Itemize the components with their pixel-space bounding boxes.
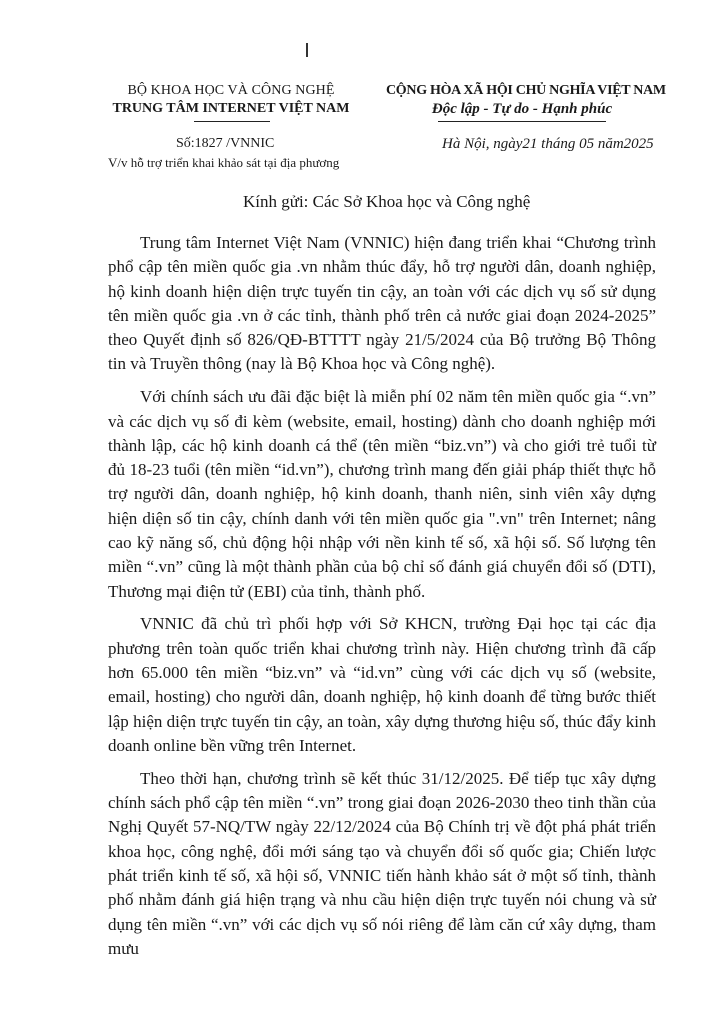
scan-mark — [306, 43, 308, 57]
ministry-name: BỘ KHOA HỌC VÀ CÔNG NGHỆ — [127, 83, 335, 98]
center-name: TRUNG TÂM INTERNET VIỆT NAM — [112, 101, 350, 116]
paragraph: VNNIC đã chủ trì phối hợp với Sở KHCN, trường Đại học tại các địa phương trên toàn quốc triển khai chương trình này. Hiện chương trình đã cấp hơn 65.000 tên miền “biz.vn” và “id.vn” cùng với các dịch vụ số (website, email, hosting) cho người dân, doanh nghiệp, hộ kinh doanh để từng bước thiết lập hiện diện trực tuyến tin cậy, an toàn, xây dựng thương hiệu số, thúc đẩy kinh doanh online bền vững trên Internet. — [108, 614, 656, 755]
document-subject: V/v hỗ trợ triển khai khảo sát tại địa phương — [108, 155, 340, 170]
salutation: Kính gửi: Các Sở Khoa học và Công nghệ — [243, 192, 531, 211]
paragraph: Với chính sách ưu đãi đặc biệt là miễn phí 02 năm tên miền quốc gia “.vn” và các dịch vụ số đi kèm (website, email, hosting) dành cho doanh nghiệp mới thành lập, các hộ kinh doanh cá thể (tên miền “biz.vn”) và cho giới trẻ tuổi từ đủ 18-23 tuổi (tên miền “id.vn”), chương trình mang đến giải pháp thiết thực hỗ trợ người dân, doanh nghiệp, hộ kinh doanh, thanh niên, sinh viên xây dựng hiện diện số tin cậy, chính danh với tên miền quốc gia ".vn" trên Internet; nâng cao kỹ năng số, chủ động hội nhập với nền kinh tế số, xã hội số. Số lượng tên miền “.vn” cũng là một thành phần của bộ chỉ số đánh giá chuyển đổi số (DTI), Thương mại điện tử (EBI) của tỉnh, thành phố. — [108, 387, 656, 601]
paragraph: Theo thời hạn, chương trình sẽ kết thúc 31/12/2025. Để tiếp tục xây dựng chính sách phổ cập tên miền “.vn” trong giai đoạn 2026-2030 theo tinh thần của Nghị Quyết 57-NQ/TW ngày 22/12/2024 của Bộ Chính trị về đột phá phát triển khoa học, công nghệ, đổi mới sáng tạo và chuyển đổi số quốc gia; Chiến lược phát triển kinh tế số, xã hội số, VNNIC tiến hành khảo sát ở một số tỉnh, thành phố nhằm đánh giá hiện trạng và nhu cầu hiện diện trực tuyến nói chung và sử dụng tên miền “.vn” với các dịch vụ số nói riêng để làm căn cứ xây dựng, tham mưu — [108, 768, 656, 958]
national-motto: Độc lập - Tự do - Hạnh phúc — [431, 101, 613, 117]
right-header-underline — [438, 121, 606, 122]
document-number: Số:1827 /VNNIC — [176, 136, 275, 151]
paragraph: Trung tâm Internet Việt Nam (VNNIC) hiện đang triển khai “Chương trình phổ cập tên miền quốc gia .vn nhằm thúc đẩy, hỗ trợ người dân, doanh nghiệp, hộ kinh doanh hiện diện trực tuyến tin cậy, an toàn với các dịch vụ số sử dụng tên miền quốc gia .vn ở các tỉnh, thành phố trên cả nước giai đoạn 2024-2025” theo Quyết định số 826/QĐ-BTTTT ngày 21/5/2024 của Bộ trưởng Bộ Thông tin và Truyền thông (nay là Bộ Khoa học và Công nghệ). — [108, 233, 656, 374]
left-header-underline — [194, 121, 270, 122]
republic-title: CỘNG HÒA XÃ HỘI CHỦ NGHĨA VIỆT NAM — [386, 83, 666, 98]
dateline: Hà Nội, ngày21 tháng 05 năm2025 — [442, 136, 654, 152]
letter-body — [108, 231, 656, 970]
